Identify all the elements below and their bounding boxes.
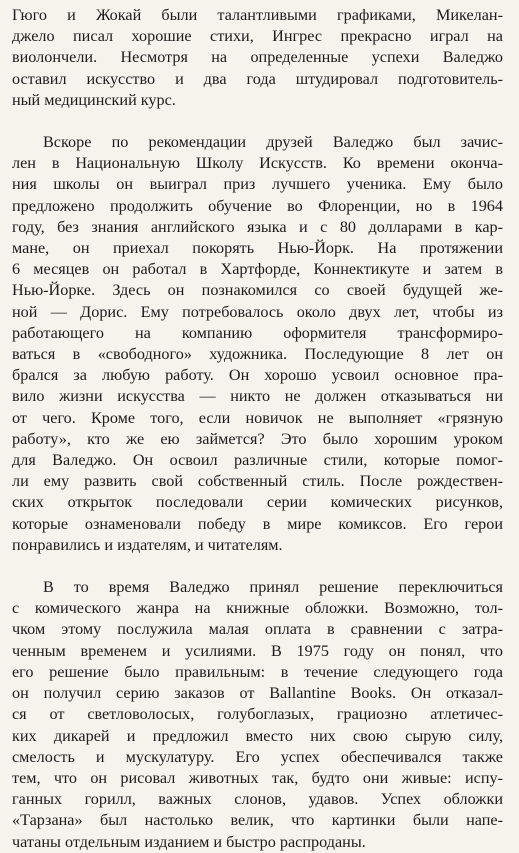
text-line: В то время Валеджо принял решение переключиться <box>43 578 503 597</box>
text-line: ких дикарей и предложил вместо них свою сырую силу, <box>12 726 503 745</box>
text-line: Вскоре по рекомендации друзей Валеджо был зачис- <box>43 133 503 152</box>
text-line: лен в Национальную Школу Искусств. Ко времени оконча- <box>12 154 503 173</box>
text-line: ся от светловолосых, голубоглазых, грациозно атлетичес- <box>12 705 503 724</box>
text-line: ваться в «свободного» художника. Последующие 8 лет он <box>12 345 503 364</box>
text-line: с комического жанра на книжные обложки. Возможно, тол- <box>12 599 503 618</box>
text-line: от чего. Кроме того, если новичок не выполняет «грязную <box>12 408 503 427</box>
text-line: смелость и мускулатуру. Его успех обеспечивался также <box>12 747 503 766</box>
paragraph-1 <box>12 5 503 111</box>
text-line: предложено продолжить обучение во Флоренции, но в 1964 <box>12 196 503 215</box>
text-line: его решение было правильным: в течение следующего года <box>12 662 503 681</box>
text-line: тем, что он рисовал животных так, будто они живые: испу- <box>12 768 503 787</box>
text-line: работающего на компанию оформителя трансформиро- <box>12 323 503 342</box>
text-line: брался за любую работу. Он хорошо усвоил основное пра- <box>12 366 503 385</box>
text-line: он получил серию заказов от Ballantine Books. Он отказал- <box>12 684 503 703</box>
text-line: Нью-Йорке. Здесь он познакомился со своей будущей же- <box>12 281 503 300</box>
text-line: работу», кто же ею займется? Это было хорошим уроком <box>12 429 503 448</box>
text-line: ния школы он выиграл приз лучшего ученика. Ему было <box>12 175 503 194</box>
text-line: «Тарзана» был настолько велик, что картинки были напе- <box>12 811 503 830</box>
text-line: джело писал хорошие стихи, Ингрес прекрасно играл на <box>12 27 503 46</box>
text-line: ный медицинский курс. <box>12 90 176 109</box>
text-line: для Валеджо. Он освоил различные стили, которые помог- <box>12 451 503 470</box>
text-line: понравились и издателям, и читателям. <box>12 535 283 554</box>
paragraph-3 <box>12 577 503 853</box>
text-line: ганных горилл, важных слонов, удавов. Успех обложки <box>12 790 503 809</box>
text-line: мане, он приехал покорять Нью-Йорк. На протяжении <box>12 239 503 258</box>
text-line: году, без знания английского языка и с 80 долларами в кар- <box>12 217 503 236</box>
text-line: 6 месяцев он работал в Хартфорде, Коннектикуте и затем в <box>12 260 503 279</box>
text-line: вило жизни искусства — никто не должен отказываться ни <box>12 387 503 406</box>
text-line: ских открыток последовали серии комических рисунков, <box>12 493 503 512</box>
text-line: чком этому послужила малая оплата в сравнении с затра- <box>12 620 503 639</box>
text-line: ной — Дорис. Ему потребовалось около двух лет, чтобы из <box>12 302 503 321</box>
text-line: ченным временем и усилиями. В 1975 году он понял, что <box>12 641 503 660</box>
text-line: ли ему развить свой собственный стиль. После рождествен- <box>12 472 503 491</box>
text-line: которые ознаменовали победу в мире комиксов. Его герои <box>12 514 503 533</box>
text-line: виолончели. Несмотря на определенные успехи Валеджо <box>12 48 503 67</box>
text-line: оставил искусство и два года штудировал подготовитель- <box>12 69 503 88</box>
text-line: чатаны отдельным изданием и быстро распроданы. <box>12 832 366 851</box>
text-line: Гюго и Жокай были талантливыми графиками, Микелан- <box>12 6 503 24</box>
paragraph-2 <box>12 132 503 556</box>
